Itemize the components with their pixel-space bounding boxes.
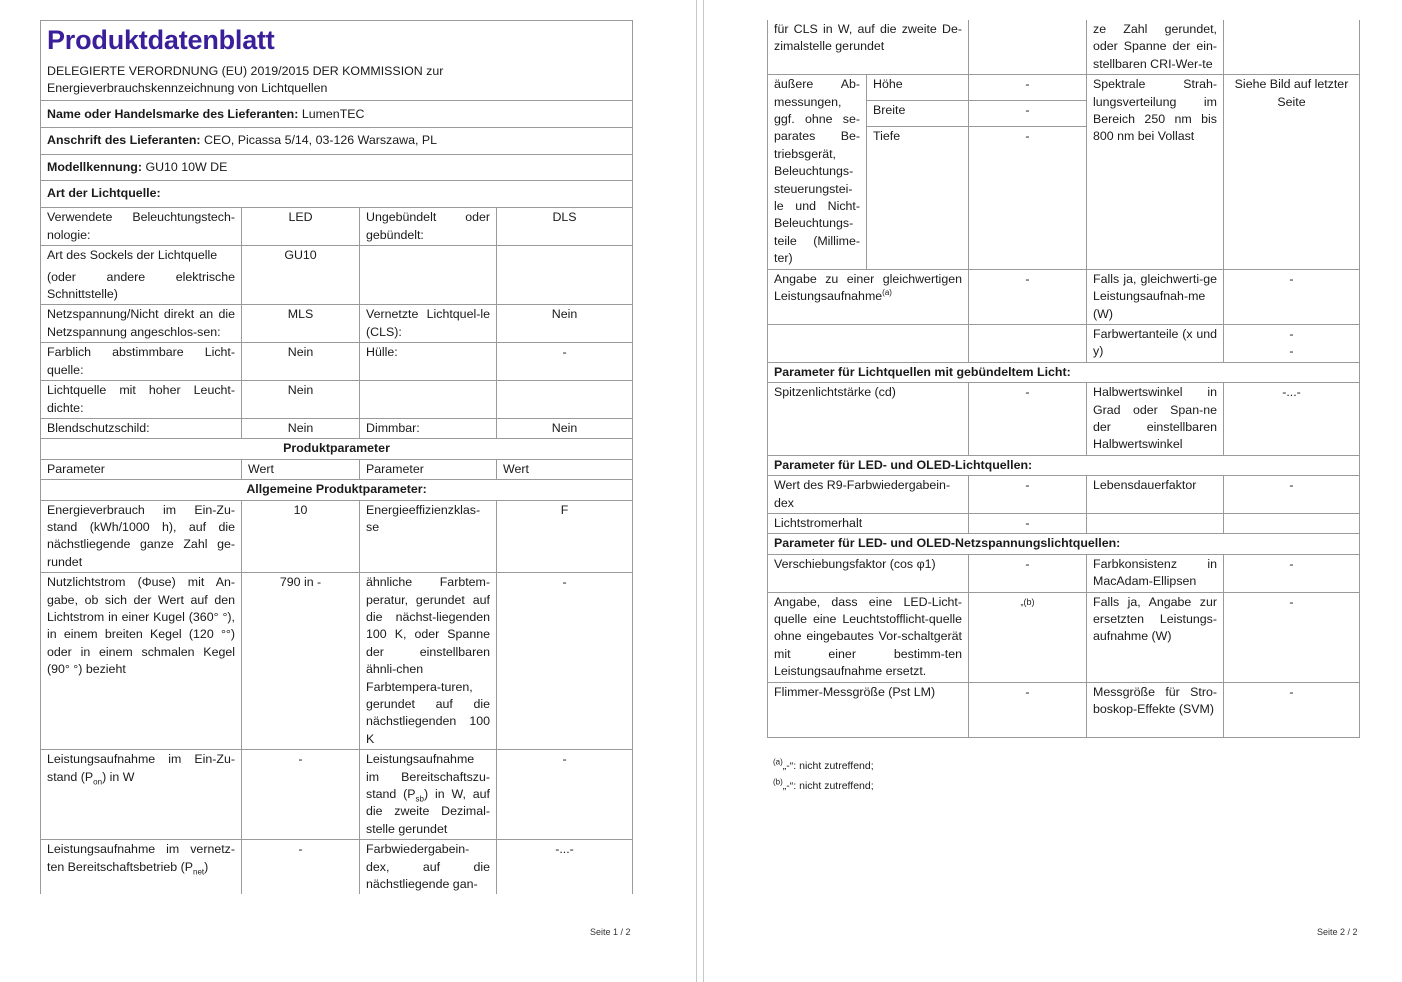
envelope-label: Hülle: bbox=[360, 343, 497, 381]
equiv-label-a: Angabe zu einer gleichwertigen Leistungsaufnahme bbox=[774, 271, 962, 304]
beam-label: Halbwertswinkel in Grad oder Span-ne der einstellbaren Halbwertswinkel bbox=[1087, 383, 1224, 456]
peak-label: Spitzenlichtstärke (cd) bbox=[768, 383, 969, 456]
dimmable-label: Dimmbar: bbox=[360, 418, 497, 438]
replace-label: Angabe, dass eine LED-Licht-quelle eine Leuchtstofflicht-quelle ohne eingebautes Vor-schaltgerät mit einer bestimm-ten Leistungsaufnahme ersetzt. bbox=[768, 592, 969, 682]
tunable-value: Nein bbox=[242, 343, 360, 381]
empty-cell bbox=[1087, 513, 1224, 533]
model-label: Modellkennung: bbox=[47, 159, 142, 174]
height-value: - bbox=[969, 75, 1087, 101]
r9-label: Wert des R9-Farbwiedergabein-dex bbox=[768, 476, 969, 514]
pon-label-b: ) in W bbox=[102, 769, 135, 784]
dimmable-value: Nein bbox=[497, 418, 633, 438]
footnote-b bbox=[773, 776, 874, 796]
title-cell bbox=[41, 21, 633, 58]
led-heading: Parameter für LED- und OLED-Lichtquellen: bbox=[768, 455, 1360, 475]
col-header-param-1: Parameter bbox=[41, 459, 242, 479]
shield-label: Blendschutzschild: bbox=[41, 418, 242, 438]
chroma-label: Farbwertanteile (x und y) bbox=[1087, 324, 1224, 362]
pon-label bbox=[41, 750, 242, 840]
empty-cell bbox=[497, 246, 633, 305]
col-header-value-2: Wert bbox=[497, 459, 633, 479]
flicker-value: - bbox=[969, 682, 1087, 737]
survival-label: Lebensdauerfaktor bbox=[1087, 476, 1224, 514]
pnet-label-b: ) bbox=[204, 859, 209, 874]
spectral-value: Siehe Bild auf letzter Seite bbox=[1224, 75, 1360, 269]
footnote-a-text: „-“: nicht zutreffend; bbox=[782, 760, 874, 772]
general-params-heading: Allgemeine Produktparameter: bbox=[41, 480, 633, 500]
mains-led-heading: Parameter für LED- und OLED-Netzspannungslichtquellen: bbox=[768, 534, 1360, 554]
replace-power-value: - bbox=[1224, 592, 1360, 682]
cls-label: Vernetzte Lichtquel-le (CLS): bbox=[360, 305, 497, 343]
r9-value: - bbox=[969, 476, 1087, 514]
empty-cell bbox=[768, 324, 969, 362]
pnet-label-a: Leistungsaufnahme im vernetz-ten Bereitschaftsbetrieb (P bbox=[47, 842, 235, 874]
chroma-values bbox=[1224, 324, 1360, 362]
regulation-line-1: DELEGIERTE VERORDNUNG (EU) 2019/2015 DER KOMMISSION zur bbox=[47, 64, 444, 78]
flux-value: 790 in - bbox=[242, 573, 360, 750]
psb-sub: sb bbox=[415, 794, 424, 804]
dispfactor-value: - bbox=[969, 554, 1087, 592]
psb-label-b: ) in W, auf die zweite Dezimal-stelle gerundet bbox=[366, 787, 490, 836]
pon-label-a: Leistungsaufnahme im Ein-Zu-stand (P bbox=[47, 752, 235, 784]
hlls-label: Lichtquelle mit hoher Leucht-dichte: bbox=[41, 381, 242, 419]
cont-cri-label: ze Zahl gerundet, oder Spanne der ein-stellbaren CRI-Wer-te bbox=[1087, 20, 1224, 75]
maint-value: - bbox=[969, 513, 1087, 533]
eclass-value: F bbox=[497, 500, 633, 573]
model-row bbox=[41, 154, 633, 180]
cls-value: Nein bbox=[497, 305, 633, 343]
dls-heading: Parameter für Lichtquellen mit gebündeltem Licht: bbox=[768, 362, 1360, 382]
empty-cell bbox=[360, 246, 497, 305]
footnote-a bbox=[773, 756, 874, 776]
equiv-power-label: Falls ja, gleichwerti-ge Leistungsaufnah-me (W) bbox=[1087, 269, 1224, 324]
flux-label: Nutzlichtstrom (Φuse) mit An-gabe, ob sich der Wert auf den Lichtstrom in einer Kugel (360° °), in einem breiten Kegel (120 °°) oder in einem schmalen Kegel (90° °) bezieht bbox=[41, 573, 242, 750]
replace-power-label: Falls ja, Angabe zur ersetzten Leistungs-aufnahme (W) bbox=[1087, 592, 1224, 682]
col-header-value-1: Wert bbox=[242, 459, 360, 479]
technology-label: Verwendete Beleuchtungstech-nologie: bbox=[41, 208, 242, 246]
shield-value: Nein bbox=[242, 418, 360, 438]
regulation-line-2: Energieverbrauchskennzeichnung von Lichtquellen bbox=[47, 81, 328, 96]
svm-value: - bbox=[1224, 682, 1360, 737]
empty-cell bbox=[969, 20, 1087, 75]
page-1 bbox=[0, 0, 696, 982]
chroma-value-x: - bbox=[1289, 326, 1294, 341]
depth-value: - bbox=[969, 126, 1087, 269]
equiv-label bbox=[768, 269, 969, 324]
dims-label: äußere Ab-messungen, ggf. ohne se-parates Be-triebsgerät, Beleuchtungs-steuerungstei-le und Nicht-Beleuchtungs-teile (Millime-ter) bbox=[768, 75, 867, 269]
mains-label: Netzspannung/Nicht direkt an die Netzspannung angeschlos-sen: bbox=[41, 305, 242, 343]
technology-value: LED bbox=[242, 208, 360, 246]
cct-label: ähnliche Farbtem-peratur, gerundet auf die nächst-liegenden 100 K, oder Spanne der einstellbaren ähnli-chen Farbtempera-turen, gerundet auf die nächstliegenden 100 K bbox=[360, 573, 497, 750]
empty-cell bbox=[1224, 513, 1360, 533]
pnet-sub: net bbox=[193, 867, 205, 877]
peak-value: - bbox=[969, 383, 1087, 456]
supplier-name-row bbox=[41, 100, 633, 127]
hlls-value: Nein bbox=[242, 381, 360, 419]
beam-value: -...- bbox=[1224, 383, 1360, 456]
supplier-name-value: LumenTEC bbox=[301, 106, 365, 121]
height-label: Höhe bbox=[867, 75, 969, 101]
colcons-label: Farbkonsistenz in MacAdam-Ellipsen bbox=[1087, 554, 1224, 592]
width-value: - bbox=[969, 100, 1087, 126]
empty-cell bbox=[969, 324, 1087, 362]
cap-label-line-1: Art des Sockels der Lichtquelle bbox=[47, 248, 218, 263]
regulation-cell bbox=[41, 57, 633, 100]
pon-sub: on bbox=[93, 777, 103, 787]
supplier-address-row bbox=[41, 128, 633, 154]
cct-value: - bbox=[497, 573, 633, 750]
chroma-value-y: - bbox=[1289, 344, 1294, 359]
col-header-param-2: Parameter bbox=[360, 459, 497, 479]
equiv-power-value: - bbox=[1224, 269, 1360, 324]
page-number-2: Seite 2 / 2 bbox=[1317, 927, 1358, 937]
colcons-value: - bbox=[1224, 554, 1360, 592]
cri-label: Farbwiedergabein-dex, auf die nächstliegende gan- bbox=[360, 840, 497, 895]
page-gap-left-edge bbox=[696, 0, 697, 982]
footnote-b-marker: (b) bbox=[773, 777, 783, 787]
survival-value: - bbox=[1224, 476, 1360, 514]
replace-value: „(b) bbox=[969, 592, 1087, 682]
mains-value: MLS bbox=[242, 305, 360, 343]
depth-label: Tiefe bbox=[867, 126, 969, 269]
directional-label: Ungebündelt oder gebündelt: bbox=[360, 208, 497, 246]
supplier-address-value: CEO, Picassa 5/14, 03-126 Warszawa, PL bbox=[204, 133, 438, 148]
light-source-type-heading: Art der Lichtquelle: bbox=[41, 181, 633, 208]
model-value: GU10 10W DE bbox=[145, 159, 228, 174]
psb-label-a: Leistungsaufnahme im Bereitschaftszu-stand (P bbox=[366, 752, 490, 802]
psb-value: - bbox=[497, 750, 633, 840]
pon-value: - bbox=[242, 750, 360, 840]
pnet-label bbox=[41, 840, 242, 895]
footnote-b-text: „-“: nicht zutreffend; bbox=[782, 780, 874, 792]
empty-cell bbox=[360, 381, 497, 419]
product-params-heading: Produktparameter bbox=[41, 439, 633, 459]
dispfactor-label: Verschiebungsfaktor (cos φ1) bbox=[768, 554, 969, 592]
equiv-sup: (a) bbox=[882, 287, 892, 297]
empty-cell bbox=[1224, 20, 1360, 75]
maint-label: Lichtstromerhalt bbox=[768, 513, 969, 533]
psb-label bbox=[360, 750, 497, 840]
page-number-1: Seite 1 / 2 bbox=[590, 927, 631, 937]
supplier-name-label: Name oder Handelsmarke des Lieferanten: bbox=[47, 106, 299, 121]
footnote-a-marker: (a) bbox=[773, 757, 783, 767]
directional-value: DLS bbox=[497, 208, 633, 246]
pnet-value: - bbox=[242, 840, 360, 895]
product-data-table-page-1 bbox=[40, 20, 633, 894]
envelope-value: - bbox=[497, 343, 633, 381]
cap-value: GU10 bbox=[242, 246, 360, 305]
cri-value: -...- bbox=[497, 840, 633, 895]
tunable-label: Farblich abstimmbare Licht-quelle: bbox=[41, 343, 242, 381]
svm-label: Messgröße für Stro-boskop-Effekte (SVM) bbox=[1087, 682, 1224, 737]
supplier-address-label: Anschrift des Lieferanten: bbox=[47, 133, 201, 148]
width-label: Breite bbox=[867, 100, 969, 126]
empty-cell bbox=[497, 381, 633, 419]
cont-pnet-label: für CLS in W, auf die zweite De-zimalstelle gerundet bbox=[768, 20, 969, 75]
product-data-table-page-2 bbox=[767, 20, 1360, 738]
energy-label: Energieverbrauch im Ein-Zu-stand (kWh/1000 h), auf die nächstliegende ganze Zahl ge-rundet bbox=[41, 500, 242, 573]
cap-label bbox=[41, 246, 242, 305]
cap-label-line-2: (oder andere elektrische Schnittstelle) bbox=[47, 269, 235, 302]
document-title: Produktdatenblatt bbox=[47, 25, 275, 55]
equiv-value: - bbox=[969, 269, 1087, 324]
spectral-label: Spektrale Strah-lungsverteilung im Bereich 250 nm bis 800 nm bei Vollast bbox=[1087, 75, 1224, 269]
flicker-label: Flimmer-Messgröße (Pst LM) bbox=[768, 682, 969, 737]
eclass-label: Energieeffizienzklas-se bbox=[360, 500, 497, 573]
energy-value: 10 bbox=[242, 500, 360, 573]
